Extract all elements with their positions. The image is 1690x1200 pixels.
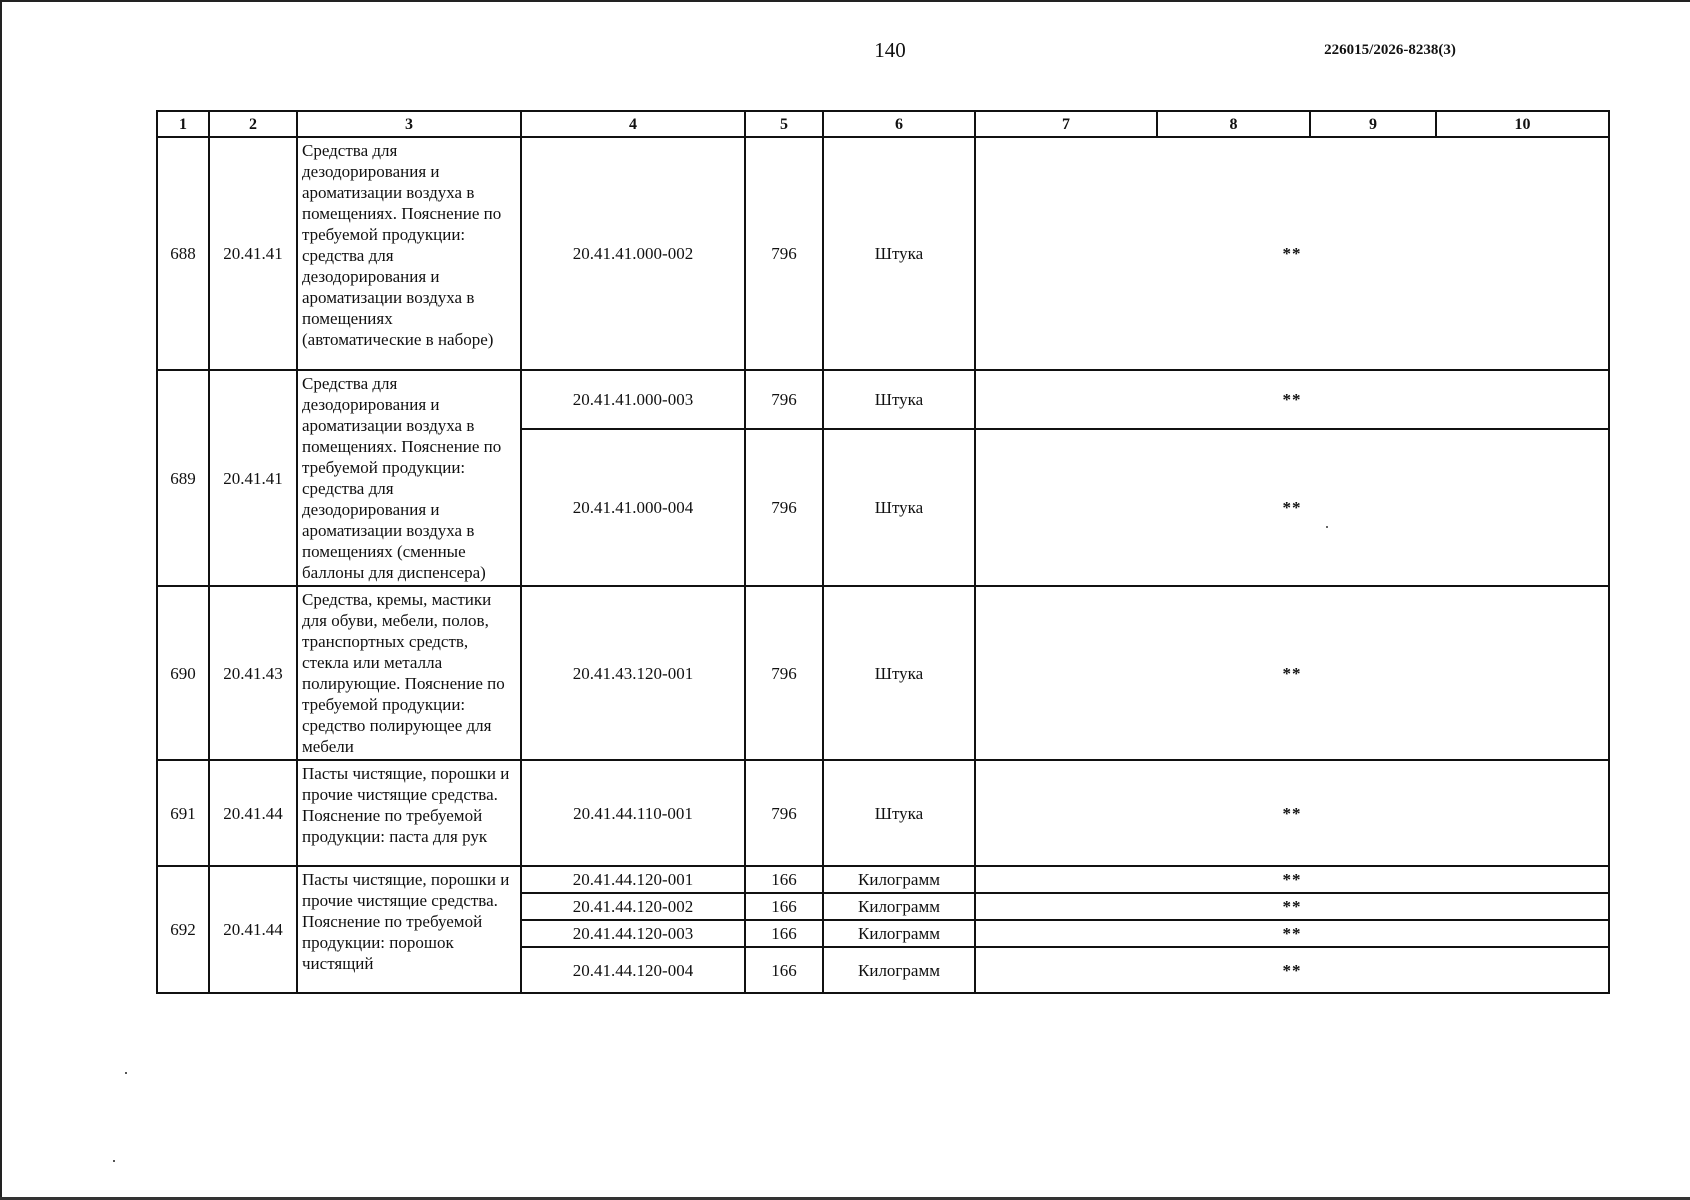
- table-row: [157, 137, 1609, 370]
- okei-code: 796: [745, 429, 823, 586]
- unit-name: Килограмм: [823, 947, 975, 993]
- row-number: 691: [157, 760, 209, 866]
- page-number: 140: [874, 38, 906, 62]
- table-row: [157, 370, 1609, 429]
- unit-name: Штука: [823, 370, 975, 429]
- registry-table: [156, 110, 1610, 994]
- unit-name: Штука: [823, 760, 975, 866]
- page-border-top: [0, 0, 1690, 2]
- ktru-code: 20.41.41.000-004: [521, 429, 745, 586]
- column-header: 2: [209, 111, 297, 137]
- okei-code: 796: [745, 137, 823, 370]
- table-row: [157, 866, 1609, 893]
- unit-name: Штука: [823, 429, 975, 586]
- page-border-left: [0, 0, 2, 1200]
- row-number: 689: [157, 370, 209, 586]
- item-description: Средства, кремы, мастики для обуви, мебели, полов, транспортных средств, стекла или металла полирующие. Пояснение по требуемой продукции: средство полирующее для мебели: [297, 586, 521, 760]
- okpd-code: 20.41.41: [209, 137, 297, 370]
- ktru-code: 20.41.43.120-001: [521, 586, 745, 760]
- item-description: Средства для дезодорирования и ароматизации воздуха в помещениях. Пояснение по требуемой продукции: средства для дезодорирования и ароматизации воздуха в помещениях (автоматические в наборе): [297, 137, 521, 370]
- item-description: Пасты чистящие, порошки и прочие чистящие средства. Пояснение по требуемой продукции: порошок чистящий: [297, 866, 521, 993]
- okei-code: 796: [745, 760, 823, 866]
- okei-code: 166: [745, 920, 823, 947]
- unit-name: Штука: [823, 137, 975, 370]
- scan-speck: [1326, 526, 1328, 528]
- column-header: 9: [1310, 111, 1436, 137]
- ktru-code: 20.41.41.000-003: [521, 370, 745, 429]
- header-row: [157, 111, 1609, 137]
- column-header: 1: [157, 111, 209, 137]
- ktru-code: 20.41.44.120-003: [521, 920, 745, 947]
- characteristics-mark: **: [975, 893, 1609, 920]
- column-header: 3: [297, 111, 521, 137]
- column-header: 4: [521, 111, 745, 137]
- unit-name: Штука: [823, 586, 975, 760]
- okpd-code: 20.41.43: [209, 586, 297, 760]
- row-number: 688: [157, 137, 209, 370]
- okpd-code: 20.41.41: [209, 370, 297, 586]
- characteristics-mark: **: [975, 370, 1609, 429]
- okei-code: 166: [745, 893, 823, 920]
- characteristics-mark: **: [975, 586, 1609, 760]
- row-number: 692: [157, 866, 209, 993]
- characteristics-mark: **: [975, 920, 1609, 947]
- column-header: 10: [1436, 111, 1609, 137]
- okei-code: 796: [745, 370, 823, 429]
- characteristics-mark: **: [975, 760, 1609, 866]
- unit-name: Килограмм: [823, 920, 975, 947]
- column-header: 7: [975, 111, 1157, 137]
- table-row: [157, 760, 1609, 866]
- column-header: 6: [823, 111, 975, 137]
- row-number: 690: [157, 586, 209, 760]
- table-row: [157, 586, 1609, 760]
- unit-name: Килограмм: [823, 893, 975, 920]
- okei-code: 796: [745, 586, 823, 760]
- scan-speck: [113, 1160, 115, 1162]
- document-id: 226015/2026-8238(3): [1324, 42, 1456, 58]
- item-description: Пасты чистящие, порошки и прочие чистящие средства. Пояснение по требуемой продукции: паста для рук: [297, 760, 521, 866]
- characteristics-mark: **: [975, 866, 1609, 893]
- characteristics-mark: **: [975, 947, 1609, 993]
- okpd-code: 20.41.44: [209, 866, 297, 993]
- column-header: 8: [1157, 111, 1310, 137]
- okpd-code: 20.41.44: [209, 760, 297, 866]
- ktru-code: 20.41.44.120-002: [521, 893, 745, 920]
- ktru-code: 20.41.44.120-001: [521, 866, 745, 893]
- ktru-code: 20.41.44.120-004: [521, 947, 745, 993]
- characteristics-mark: **: [975, 429, 1609, 586]
- scan-speck: [125, 1072, 127, 1074]
- item-description: Средства для дезодорирования и ароматизации воздуха в помещениях. Пояснение по требуемой продукции: средства для дезодорирования и ароматизации воздуха в помещениях (сменные баллоны для диспенсера): [297, 370, 521, 586]
- unit-name: Килограмм: [823, 866, 975, 893]
- ktru-code: 20.41.41.000-002: [521, 137, 745, 370]
- okei-code: 166: [745, 947, 823, 993]
- characteristics-mark: **: [975, 137, 1609, 370]
- okei-code: 166: [745, 866, 823, 893]
- column-header: 5: [745, 111, 823, 137]
- ktru-code: 20.41.44.110-001: [521, 760, 745, 866]
